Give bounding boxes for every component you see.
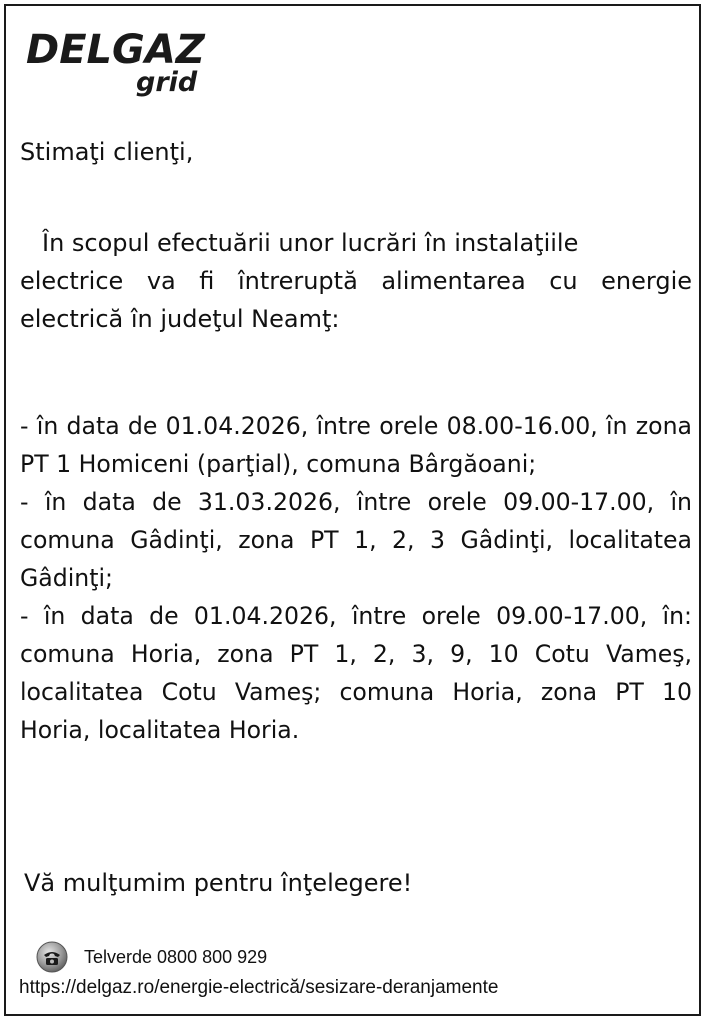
interruption-list	[20, 407, 692, 749]
interruption-item: - în data de 01.04.2026, între orele 09.00-17.00, în: comuna Horia, zona PT 1, 2, 3, 9, 10 Cotu Vameş, localitatea Cotu Vameş; comuna Horia, zona PT 10 Horia, localitatea Horia.	[20, 602, 692, 744]
logo-subtitle: grid	[136, 67, 198, 98]
interruption-item: - în data de 01.04.2026, între orele 08.00-16.00, în zona PT 1 Homiceni (parţial), comuna Bârgăoani;	[20, 412, 692, 478]
delgaz-grid-logo	[26, 28, 216, 102]
greeting: Stimaţi clienţi,	[20, 138, 194, 166]
intro-paragraph	[20, 224, 692, 338]
report-url: https://delgaz.ro/energie-electrică/sesizare-deranjamente	[19, 977, 499, 998]
hotline-text: Telverde 0800 800 929	[84, 946, 268, 967]
intro-rest: electrice va fi întreruptă alimentarea cu energie electrică în judeţul Neamţ:	[20, 267, 692, 333]
interruption-item: - în data de 31.03.2026, între orele 09.00-17.00, în comuna Gâdinţi, zona PT 1, 2, 3 Gâdinţi, localitatea Gâdinţi;	[20, 488, 692, 592]
contact-line	[36, 940, 267, 974]
telephone-icon	[36, 941, 68, 973]
intro-first-line: În scopul efectuării unor lucrări în instalaţiile	[42, 229, 579, 257]
logo-wordmark: DELGAZ	[26, 27, 205, 73]
thanks-line: Vă mulţumim pentru înţelegere!	[24, 869, 413, 897]
